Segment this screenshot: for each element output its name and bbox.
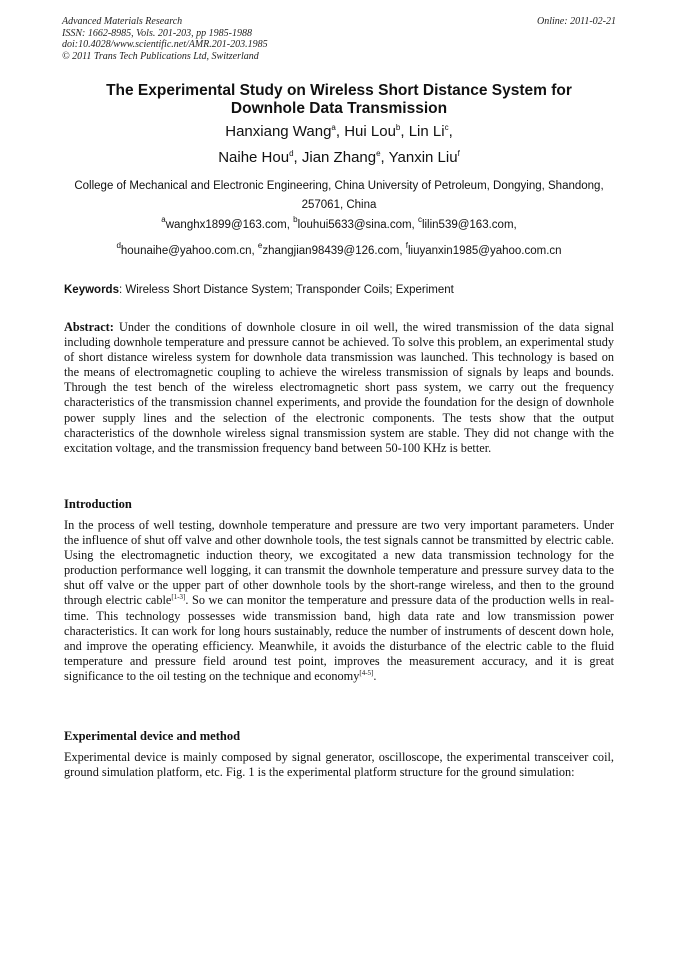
author-name: Jian Zhang: [301, 149, 377, 166]
online-date: Online: 2011-02-21: [537, 16, 616, 27]
email-line-2: $^d$hounaihe@yahoo.com.cn, $^e$zhangjian98439@126.com, $^f$liuyanxin1985@yahoo.com.cn: [116, 241, 562, 257]
author-sup: b: [395, 123, 401, 132]
keywords: [64, 283, 614, 297]
author-name: Lin Li: [408, 123, 445, 140]
email-sup: d: [116, 241, 121, 250]
intro-text-3: .: [373, 668, 377, 683]
affiliation: College of Mechanical and Electronic Engineering, China University of Petroleum, Dongying, Shandong, 257061, China: [74, 180, 604, 211]
author-sup: c: [444, 123, 449, 132]
abstract-label: Abstract:: [64, 320, 114, 334]
issn-line: ISSN: 1662-8985, Vols. 201-203, pp 1985-1988: [62, 27, 252, 39]
email-line-1: $^a$wanghx1899@163.com, $^b$louhui5633@sina.com, $^c$lilin539@163.com,: [161, 215, 517, 231]
author-sup: f: [457, 149, 460, 158]
email-address[interactable]: liuyanxin1985@yahoo.com.cn: [407, 245, 562, 257]
title-line-1: The Experimental Study on Wireless Short Distance System for: [106, 82, 572, 99]
email-address[interactable]: zhangjian98439@126.com: [262, 245, 400, 257]
author-name: Naihe Hou: [218, 149, 290, 166]
intro-text-2: . So we can monitor the temperature and pressure data of the production wells in real-time. This technology possesses wide transmission band, high data rate and low transmission power characteristics. It can work for long hours sustainably, reduce the number of instruments of descent down hole, and improve the operating efficiency. Meanwhile, it avoids the disturbance of the electric cable to the fluid temperature and pressure field around test point, improves the measurement accuracy, and it is great significance to the oil testing on the technique and economy: [64, 593, 614, 683]
paper-title: [64, 82, 614, 118]
email-address[interactable]: lilin539@163.com: [421, 219, 514, 231]
copyright-line: © 2011 Trans Tech Publications Ltd, Switzerland: [62, 50, 259, 62]
intro-text-1: In the process of well testing, downhole temperature and pressure are two very important parameters. Under the influence of shut off valve and other downhole tools, the test signals cannot be transmitted by electric cable. Using the electromagnetic induction theory, we excogitated a new data transmission technology for the production performance well logging, it can transmit the downhole temperature and pressure survey data to the shut off valve or the upper part of other downhole tools by the short-range wireless, and then to the ground through electric cable: [64, 518, 614, 608]
introduction-paragraph: [64, 518, 614, 684]
author-sup: d: [289, 149, 294, 158]
email-address[interactable]: wanghx1899@163.com: [165, 219, 287, 231]
email-sup: c: [417, 215, 422, 224]
author-name: Hui Lou: [344, 123, 396, 140]
keywords-text: : Wireless Short Distance System; Transponder Coils; Experiment: [118, 284, 454, 296]
journal-header: [62, 16, 616, 62]
author-name: Yanxin Liu: [388, 149, 458, 166]
method-heading: Experimental device and method: [64, 729, 241, 743]
author-sup: a: [331, 123, 336, 132]
author-line-1: Hanxiang Wang$^a$, Hui Lou$^b$, Lin Li$^c$,: [225, 123, 453, 140]
citation-ref[interactable]: [1-3]: [171, 593, 186, 602]
journal-name: Advanced Materials Research: [62, 16, 183, 27]
email-sup: e: [257, 241, 263, 250]
keywords-label: Keywords: [64, 284, 119, 296]
email-sup: b: [293, 215, 298, 224]
email-sup: f: [405, 241, 408, 250]
title-line-2: Downhole Data Transmission: [230, 100, 448, 117]
method-paragraph: Experimental device is mainly composed by signal generator, oscilloscope, the experimental transceiver coil, ground simulation platform, etc. Fig. 1 is the experimental platform structure for the ground simulation:: [64, 750, 614, 780]
author-sup: e: [376, 149, 381, 158]
email-sup: a: [161, 215, 166, 224]
author-name: Hanxiang Wang: [225, 123, 332, 140]
abstract: [64, 320, 614, 456]
email-address[interactable]: hounaihe@yahoo.com.cn: [120, 245, 252, 257]
abstract-text: Under the conditions of downhole closure in oil well, the wired transmission of the data signal including downhole temperature and pressure cannot be achieved. To solve this problem, an experimental study of short distance wireless system for downhole data transmission was launched. This technology is based on the means of electromagnetic coupling to achieve the wireless transmission of signals by leaps and bounds. Through the test bench of the wireless electromagnetic short pass system, we carry out the frequency characteristics of the transmission channel experiments, and provide the foundation for the design of downhole power supply lines and the selection of the electronic components. The tests show that the output characteristics of the downhole wireless signal transmission system are stable. They did not change with the excitation voltage, and the transmission frequency band between 50-100 KHz is better.: [64, 320, 614, 455]
email-address[interactable]: louhui5633@sina.com: [297, 219, 412, 231]
author-line-2: Naihe Hou$^d$, Jian Zhang$^e$, Yanxin Liu$^f$: [218, 149, 460, 166]
citation-ref[interactable]: [4-5]: [359, 668, 374, 677]
introduction-heading: Introduction: [64, 497, 132, 511]
doi-line: doi:10.4028/www.scientific.net/AMR.201-203.1985: [62, 39, 268, 50]
